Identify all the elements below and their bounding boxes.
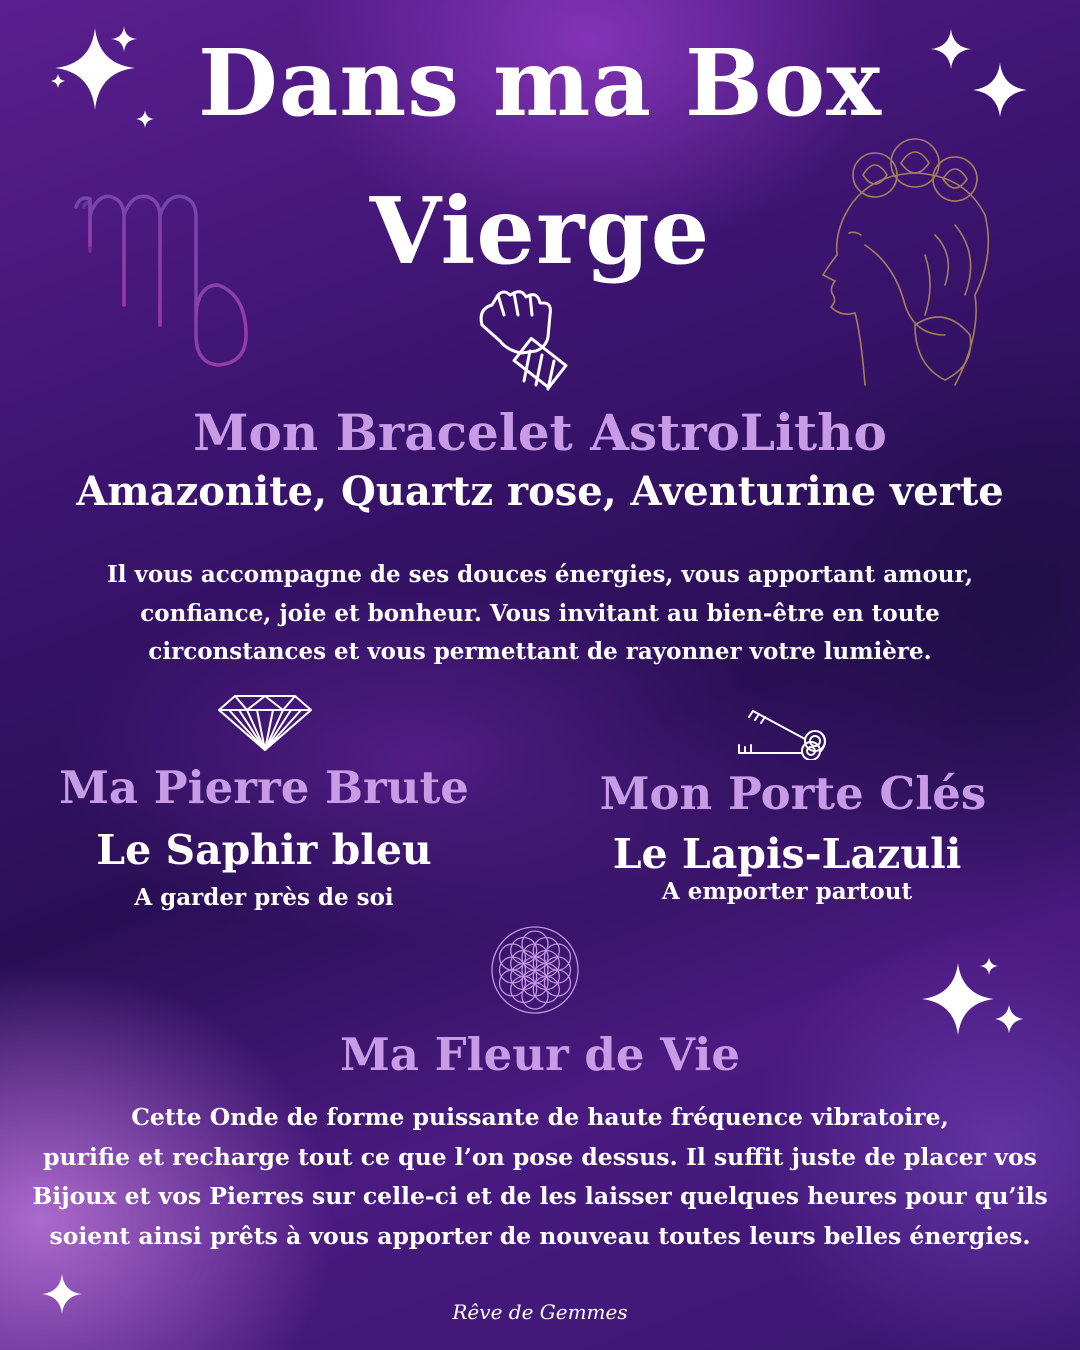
flower-of-life-icon — [490, 925, 580, 1015]
bracelet-description-line: Il vous accompagne de ses douces énergies, vous apportant amour, — [107, 561, 973, 588]
flower-of-life-description-line: soient ainsi prêts à vous apporter de nouveau toutes leurs belles énergies. — [49, 1221, 1031, 1250]
raw-stone-heading: Ma Pierre Brute — [59, 761, 469, 814]
bracelet-description — [0, 556, 1080, 672]
bracelet-description-line: confiance, joie et bonheur. Vous invitant au bien-être en toute — [140, 599, 940, 627]
keychain-name: Le Lapis-Lazuli — [612, 830, 962, 878]
raw-stone-note: A garder près de soi — [134, 884, 394, 911]
keychain-heading: Mon Porte Clés — [599, 767, 987, 820]
bracelet-hand-icon — [472, 285, 580, 393]
flower-of-life-description — [0, 1098, 1080, 1256]
flower-of-life-description-line: purifie et recharge tout ce que l’on pose dessus. Il suffit juste de placer vos — [43, 1142, 1037, 1171]
brand-signature: Rêve de Gemmes — [452, 1300, 628, 1324]
page-title-line1: Dans ma Box — [197, 29, 883, 137]
flower-of-life-description-line: Bijoux et vos Pierres sur celle-ci et de les laisser quelques heures pour qu’ils — [32, 1182, 1048, 1210]
bracelet-description-line: circonstances et vous permettant de rayonner votre lumière. — [148, 638, 932, 665]
page-title-line2: Vierge — [369, 177, 711, 285]
virgo-woman-icon — [805, 135, 1000, 390]
flower-of-life-heading: Ma Fleur de Vie — [339, 1028, 740, 1081]
flower-of-life-description-line: Cette Onde de forme puissante de haute fréquence vibratoire, — [131, 1103, 949, 1131]
bracelet-heading: Mon Bracelet AstroLitho — [193, 403, 887, 462]
bracelet-stones: Amazonite, Quartz rose, Aventurine verte — [76, 468, 1004, 515]
keys-icon — [735, 705, 835, 760]
diamond-icon — [215, 692, 315, 754]
virgo-symbol-icon — [68, 185, 278, 375]
keychain-note: A emporter partout — [661, 878, 913, 905]
raw-stone-name: Le Saphir bleu — [96, 826, 432, 874]
